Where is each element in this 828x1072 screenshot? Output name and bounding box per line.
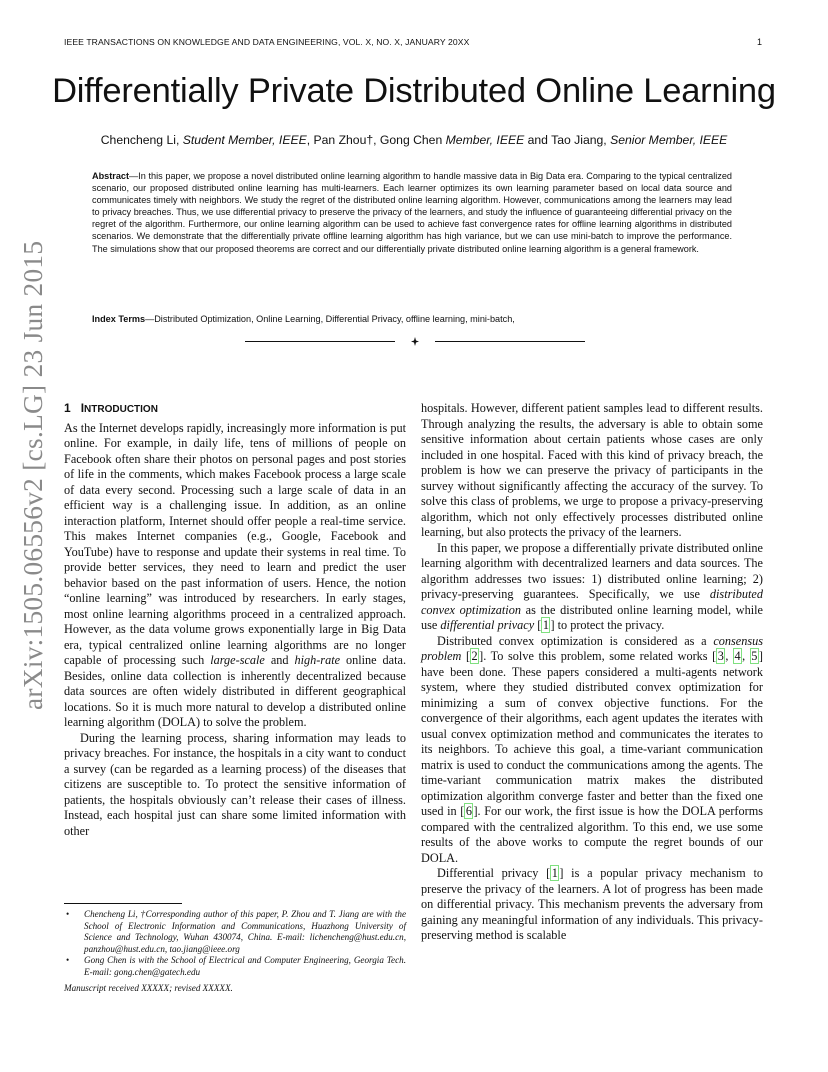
citation-link[interactable]: 4 bbox=[734, 649, 741, 663]
arxiv-stamp: arXiv:1505.06556v2 [cs.LG] 23 Jun 2015 bbox=[18, 240, 48, 710]
bullet-icon: • bbox=[66, 955, 70, 966]
author-role: Member, IEEE bbox=[445, 133, 525, 147]
citation-link[interactable]: 6 bbox=[465, 804, 472, 818]
footnotes bbox=[64, 909, 406, 994]
author-role: Student Member, IEEE bbox=[182, 133, 307, 147]
emphasis: distributed convex optimization bbox=[421, 587, 763, 617]
text-run: [ bbox=[534, 618, 542, 632]
text-run: , bbox=[725, 649, 733, 663]
footnote-text: Chencheng Li, †Corresponding author of this paper, P. Zhou and T. Jiang are with the School of Electronic Information and Communications, Huazhong University of Science and Technology, Wuhan 430074, China. E-mail: lichencheng@hust.edu.cn, panzhou@hust.edu.cn, tao.jiang@ieee.org bbox=[84, 909, 406, 954]
emphasis: large-scale bbox=[210, 653, 265, 667]
abstract bbox=[92, 170, 732, 255]
paper-title: Differentially Private Distributed Online Learning bbox=[52, 72, 776, 110]
abstract-label: Abstract bbox=[92, 171, 130, 181]
author-name: Chencheng Li, bbox=[100, 133, 180, 147]
emphasis: high-rate bbox=[294, 653, 341, 667]
author-name: and Tao Jiang, bbox=[527, 133, 607, 147]
section-number: 1 bbox=[64, 401, 71, 415]
text-run: as the distributed online learning model, while use bbox=[421, 602, 763, 632]
footnote-item bbox=[64, 955, 406, 978]
right-column bbox=[421, 401, 763, 944]
bullet-icon: • bbox=[66, 909, 70, 919]
separator-line bbox=[245, 341, 395, 342]
text-run: Differential privacy [ bbox=[437, 866, 551, 880]
emphasis: consensus problem bbox=[421, 633, 763, 663]
author-name: Pan Zhou†, bbox=[313, 133, 377, 147]
text-run: online data. Besides, online data collection is inherently decentralized because data sources are often widely distributed in different geographical locations. So it is much more natural to develop a distributed online learning algorithm (DOLA) to solve the problem. bbox=[64, 653, 407, 729]
citation-link[interactable]: 5 bbox=[751, 649, 758, 663]
text-run: and bbox=[264, 653, 295, 667]
text-run: As the Internet develops rapidly, increasingly more information is put online. For example, in daily life, tens of millions of people on Facebook often share their photos on personal pages and post stories of life in the comments, which makes Facebook process a large scale of data every second. Processing such a large scale of data in an efficient way is a challenging issue. In addition, as an online interaction platform, Internet should offer people a real-time service. This makes Internet companies (e.g., Google, Facebook and YouTube) have to response and update their systems in real time. To provide better services, they need to learn and predict the user behavior based on the past information of users. Hence, the notion “online learning” was introduced by researchers. In early stages, most online learning algorithms proceed in a centralized approach. However, as the data volume grows exponentially large in Big Data era, typical centralized online learning algorithms are no longer capable of processing such bbox=[64, 420, 406, 667]
author-name: Gong Chen bbox=[379, 133, 443, 147]
separator-line bbox=[435, 341, 585, 342]
abstract-text: —In this paper, we propose a novel distributed online learning algorithm to handle massive data in Big Data era. Comparing to the typical centralized scenario, our proposed distributed online learning has multi-learners. Each learner optimizes its own learning parameter based on local data source and communicates timely with neighbors. We study the regret of the distributed online learning algorithm. However, communications among the learners may lead to privacy breaches. Thus, we use differential privacy to preserve the privacy of the learners, and study the influence of guaranteeing differential privacy on the regret of the algorithm. Furthermore, our online learning algorithm can be used to achieve fast convergence rates for offline learning algorithms in distributed scenarios. We demonstrate that the differentially private offline learning algorithm has high variance, but we can use mini-batch to improve the performance. The simulations show that our proposed theorems are correct and our differentially private distributed online learning algorithm is a general framework. bbox=[92, 171, 732, 254]
text-run: ] have been done. These papers considered a multi-agents network system, where they studied distributed convex optimization for minimizing a sum of convex objective functions. For the convergence of their algorithms, each agent updates the iterates with usual convex optimization method and communicates the iterates to its neighbors. To achieve this goal, a time-variant communication matrix is used to conduct the communications among the agents. The time-variant communication matrix makes the distributed optimization algorithm converge faster and better than the fixed one used in [ bbox=[421, 649, 763, 818]
text-run: ] is a popular privacy mechanism to preserve the privacy of the learners. A lot of progress has been made on differential privacy. This mechanism prevents the adversary from gaining any meaningful information of any individuals. This privacy-preserving method is scalable bbox=[421, 866, 763, 942]
paragraph bbox=[421, 634, 763, 867]
left-column bbox=[64, 401, 406, 839]
section-separator bbox=[245, 337, 585, 347]
text-run: ] to protect the privacy. bbox=[550, 618, 665, 632]
manuscript-note: Manuscript received XXXXX; revised XXXXX. bbox=[64, 982, 233, 993]
text-run: , bbox=[742, 649, 750, 663]
paragraph bbox=[421, 541, 763, 634]
running-header: IEEE TRANSACTIONS ON KNOWLEDGE AND DATA ENGINEERING, VOL. X, NO. X, JANUARY 20XX bbox=[64, 37, 470, 47]
section-initial: I bbox=[80, 401, 85, 415]
section-title: NTRODUCTION bbox=[84, 404, 158, 415]
author-role: Senior Member, IEEE bbox=[610, 133, 728, 147]
author-line: Chencheng Li, Student Member, IEEE, Pan Zhou†, Gong Chen Member, IEEE and Tao Jiang, Senior Member, IEEE bbox=[100, 133, 728, 147]
paragraph bbox=[421, 866, 763, 944]
text-run: ]. To solve this problem, some related works [ bbox=[479, 649, 717, 663]
text-run: In this paper, we propose a differentially private distributed online learning algorithm with decentralized learners and data sources. The algorithm addresses two issues: 1) distributed online learning; 2) privacy-preserving guarantees. Specifically, we use bbox=[421, 540, 763, 601]
citation-link[interactable]: 2 bbox=[471, 649, 478, 663]
footnote-text: Gong Chen is with the School of Electrical and Computer Engineering, Georgia Tech. E-mail: gong.chen@gatech.edu bbox=[84, 955, 406, 977]
page-number: 1 bbox=[757, 37, 763, 47]
paragraph: hospitals. However, different patient samples lead to different results. Through analyzing the results, the adversary is able to obtain some sensitive information about certain patients whose cases are only included in one hospital. Faced with this kind of privacy breach, the problem is how we can preserve the privacy of participants in the survey without significantly affecting the accuracy of the survey. To solve this class of problems, we urge to propose a privacy-preserving algorithm, which not only effectively processes distributed online learning, but also protects the privacy of the learners. bbox=[421, 401, 763, 539]
footnote-item bbox=[64, 909, 406, 955]
diamond-ornament-icon bbox=[411, 337, 419, 345]
paragraph: During the learning process, sharing information may leads to privacy breaches. For instance, the hospitals in a city want to conduct a survey (can be regarded as a learning process) of the diseases that citizens are susceptible to. To protect the sensitive information of patients, the hospitals obviously can’t release their cases of illness. Instead, each hospital just can share some limited information with other bbox=[64, 730, 406, 838]
citation-link[interactable]: 1 bbox=[551, 866, 558, 880]
text-run: ]. For our work, the first issue is how the DOLA performs compared with the centralized algorithm. To this end, we use some results of the above works to compute the regret bounds of our DOLA. bbox=[421, 804, 763, 865]
citation-link[interactable]: 1 bbox=[542, 618, 549, 632]
section-heading bbox=[64, 401, 406, 418]
footnote-rule bbox=[64, 903, 182, 904]
index-terms-label: Index Terms bbox=[92, 314, 146, 324]
index-terms bbox=[92, 314, 732, 324]
emphasis: differential privacy bbox=[440, 618, 535, 632]
paragraph bbox=[64, 421, 406, 731]
index-terms-text: —Distributed Optimization, Online Learning, Differential Privacy, offline learning, mini-batch, bbox=[145, 314, 515, 324]
citation-link[interactable]: 3 bbox=[717, 649, 724, 663]
text-run: Distributed convex optimization is considered as a bbox=[437, 633, 714, 648]
text-run: [ bbox=[461, 649, 471, 663]
